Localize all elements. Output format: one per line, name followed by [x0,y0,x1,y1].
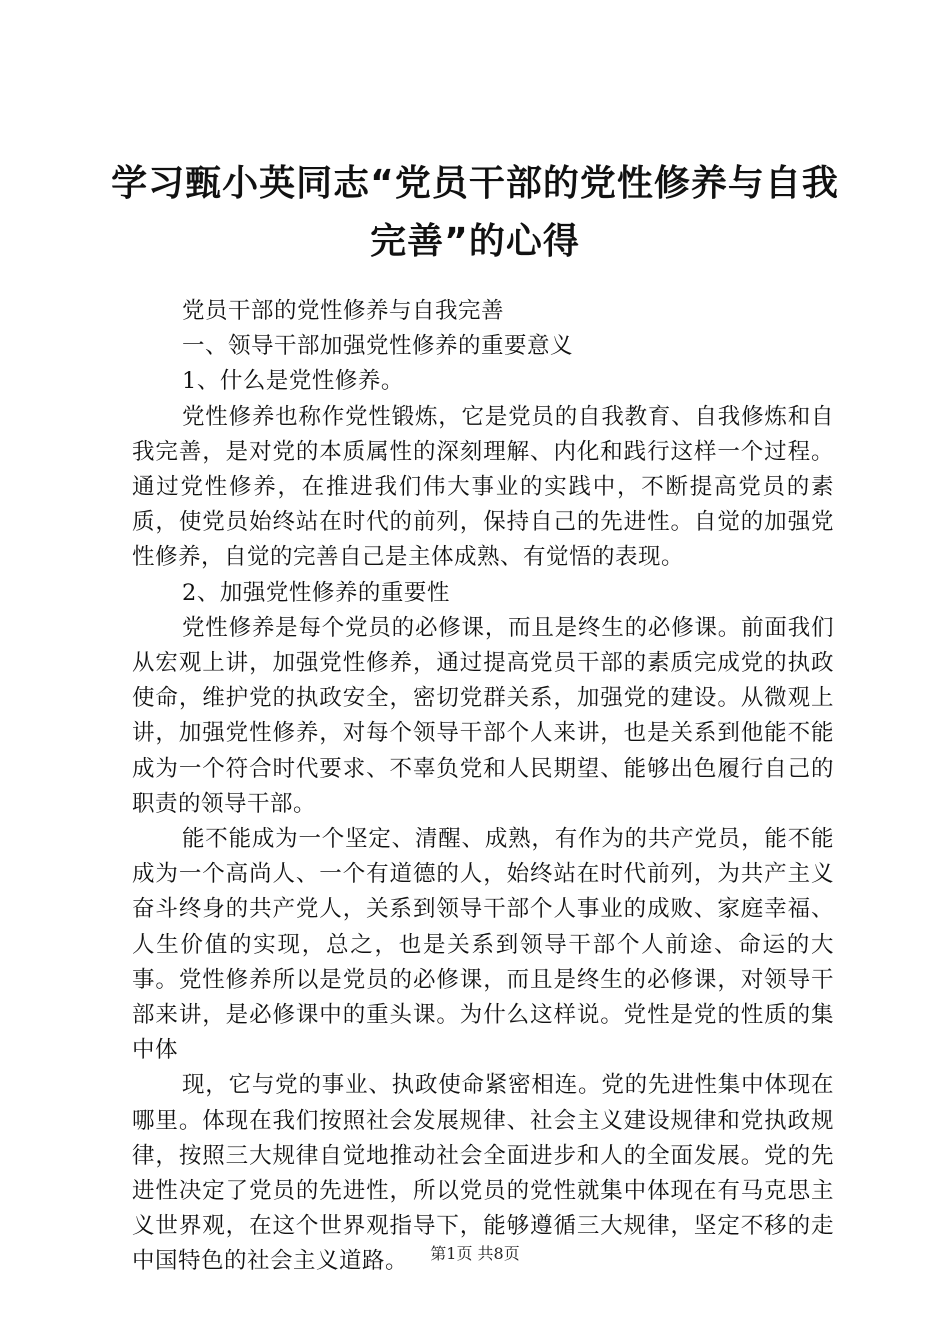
subsection-heading: 2、加强党性修养的重要性 [182,579,450,606]
body-paragraph: 党性修养也称作党性锻炼，它是党员的自我教育、自我修炼和自我完善，是对党的本质属性的深刻理解、内化和践行这样一个过程。通过党性修养，在推进我们伟大事业的实践中，不断提高党员的素质，使党员始终站在时代的前列，保持自己的先进性。自觉的加强党性修养，自觉的完善自己是主体成熟、有觉悟的表现。 [132,403,834,571]
subsection-heading: 1、什么是党性修养。 [182,368,404,395]
body-paragraph: 党性修养是每个党员的必修课，而且是终生的必修课。前面我们从宏观上讲，加强党性修养，通过提高党员干部的素质完成党的执政使命，维护党的执政安全，密切党群关系，加强党的建设。从微观上讲，加强党性修养，对每个领导干部个人来讲，也是关系到他能不能成为一个符合时代要求、不辜负党和人民期望、能够出色履行自己的职责的领导干部。 [132,614,834,817]
body-paragraph: 能不能成为一个坚定、清醒、成熟，有作为的共产党员，能不能成为一个高尚人、一个有道德的人，始终站在时代前列，为共产主义奋斗终身的共产党人，关系到领导干部个人事业的成败、家庭幸福、人生价值的实现，总之，也是关系到领导干部个人前途、命运的大事。党性修养所以是党员的必修课，而且是终生的必修课，对领导干部来讲，是必修课中的重头课。为什么这样说。党性是党的性质的集中体 [132,826,834,1064]
document-title-line-2: 完善”的心得 [370,221,580,262]
body-paragraph: 现，它与党的事业、执政使命紧密相连。党的先进性集中体现在哪里。体现在我们按照社会发展规律、社会主义建设规律和党执政规律，按照三大规律自觉地推动社会全面进步和人的全面发展。党的先进性决定了党员的先进性，所以党员的党性就集中体现在有马克思主义世界观，在这个世界观指导下，能够遵循三大规律，坚定不移的走中国特色的社会主义道路。 [132,1072,834,1275]
page-footer: 第1页 共8页 [430,1244,520,1263]
document-title-line-1: 学习甄小英同志“党员干部的党性修养与自我 [111,163,839,204]
document-body [132,294,834,1280]
section-heading: 一、领导干部加强党性修养的重要意义 [182,333,574,360]
section-heading: 党员干部的党性修养与自我完善 [182,298,505,324]
